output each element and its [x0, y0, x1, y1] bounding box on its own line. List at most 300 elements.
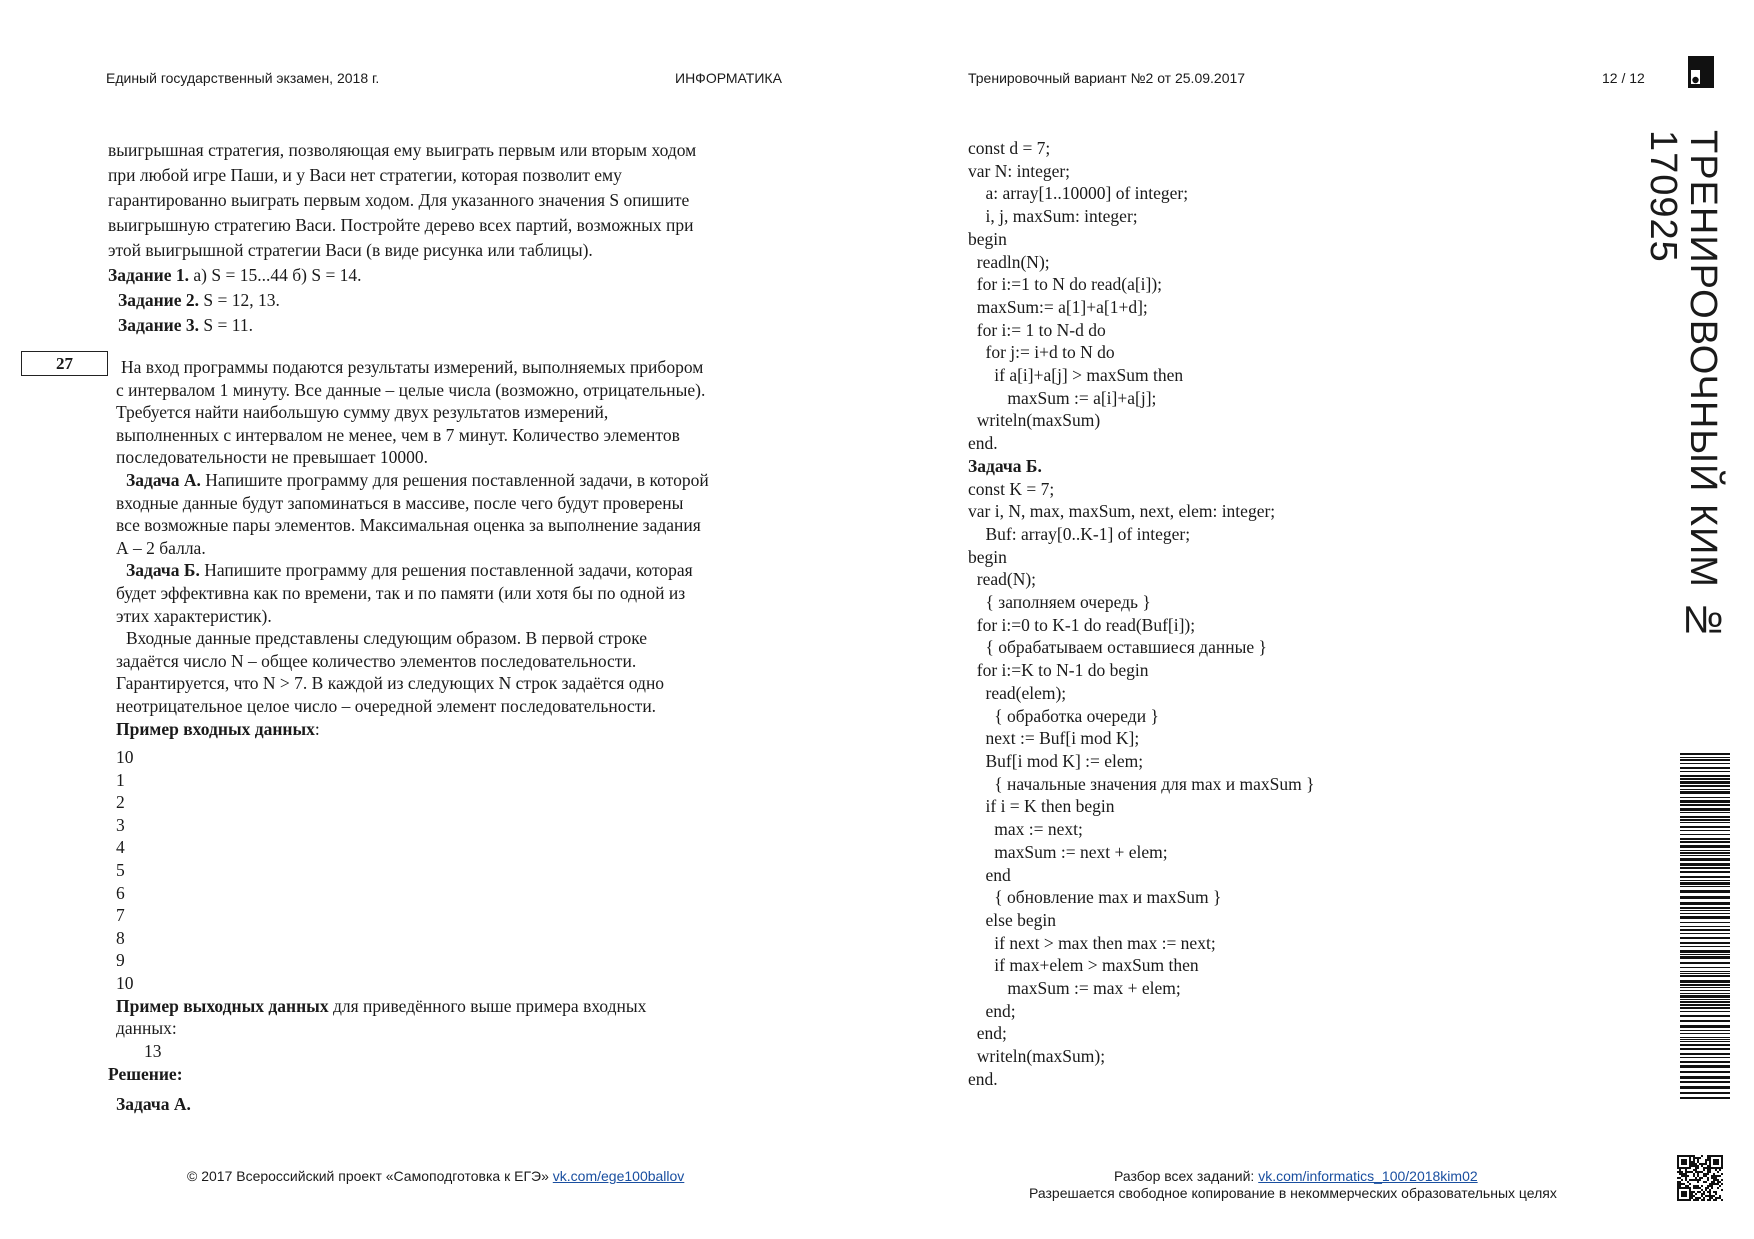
- qr-module: [1693, 1179, 1695, 1181]
- qr-module: [1689, 1187, 1691, 1189]
- qr-module: [1707, 1169, 1709, 1171]
- qr-module: [1699, 1187, 1701, 1189]
- qr-module: [1683, 1195, 1685, 1197]
- qr-module: [1687, 1181, 1689, 1183]
- barcode-bar: [1680, 771, 1730, 772]
- problem-line: последовательности не превышает 10000.: [116, 447, 428, 468]
- qr-module: [1683, 1187, 1685, 1189]
- qr-module: [1695, 1185, 1697, 1187]
- left-column: [108, 138, 798, 1117]
- barcode-bar: [1680, 841, 1730, 843]
- qr-module: [1677, 1171, 1679, 1173]
- qr-module: [1685, 1187, 1687, 1189]
- qr-module: [1689, 1161, 1691, 1163]
- solution-task-a-label: Задача А.: [116, 1094, 191, 1115]
- qr-module: [1721, 1199, 1723, 1201]
- input-line: Гарантируется, что N > 7. В каждой из следующих N строк задаётся одно: [116, 673, 665, 694]
- barcode-bar: [1680, 852, 1730, 854]
- example-input-values: [116, 746, 798, 995]
- barcode-bar: [1680, 858, 1730, 861]
- example-value: 4: [116, 837, 125, 858]
- example-output-text-2: данных:: [116, 1018, 177, 1039]
- code-line: readln(N);: [968, 251, 1050, 272]
- qr-module: [1717, 1181, 1719, 1183]
- qr-module: [1713, 1167, 1715, 1169]
- qr-module: [1709, 1159, 1711, 1161]
- solution-heading: [108, 1062, 798, 1086]
- task-a-first-line: [116, 469, 798, 492]
- qr-module: [1719, 1197, 1721, 1199]
- qr-module: [1719, 1169, 1721, 1171]
- qr-module: [1695, 1171, 1697, 1173]
- qr-module: [1721, 1163, 1723, 1165]
- qr-module: [1701, 1177, 1703, 1179]
- header-subject: ИНФОРМАТИКА: [675, 70, 782, 86]
- qr-module: [1701, 1155, 1703, 1157]
- answer-task-1: [108, 263, 798, 288]
- qr-module: [1685, 1195, 1687, 1197]
- barcode-bar: [1680, 987, 1730, 988]
- code-line: begin: [968, 228, 1007, 249]
- barcode-bar: [1680, 907, 1730, 909]
- qr-module: [1681, 1183, 1683, 1185]
- intro-line: этой выигрышной стратегии Васи (в виде рисунка или таблицы).: [108, 240, 593, 260]
- qr-module: [1707, 1179, 1709, 1181]
- qr-module: [1703, 1191, 1705, 1193]
- qr-module: [1721, 1165, 1723, 1167]
- qr-module: [1719, 1155, 1721, 1157]
- qr-module: [1719, 1175, 1721, 1177]
- qr-module: [1697, 1161, 1699, 1163]
- qr-module: [1709, 1191, 1711, 1193]
- example-input-heading: [116, 718, 798, 741]
- qr-module: [1685, 1179, 1687, 1181]
- barcode-bar: [1680, 789, 1730, 790]
- qr-module: [1709, 1171, 1711, 1173]
- qr-module: [1685, 1191, 1687, 1193]
- qr-module: [1677, 1185, 1679, 1187]
- intro-line: выигрышную стратегию Васи. Постройте дерево всех партий, возможных при: [108, 215, 694, 235]
- qr-module: [1693, 1163, 1695, 1165]
- qr-module: [1681, 1159, 1683, 1161]
- code-line: for j:= i+d to N do: [968, 342, 1115, 363]
- example-output-value: 13: [144, 1040, 162, 1061]
- qr-module: [1687, 1185, 1689, 1187]
- footer-vk-link[interactable]: vk.com/ege100ballov: [552, 1168, 685, 1184]
- problem-line: Требуется найти наибольшую сумму двух результатов измерений,: [116, 402, 609, 423]
- barcode-bar: [1680, 1081, 1730, 1083]
- qr-module: [1703, 1197, 1705, 1199]
- qr-module: [1697, 1175, 1699, 1177]
- code-line: if a[i]+a[j] > maxSum then: [968, 365, 1184, 386]
- qr-module: [1687, 1171, 1689, 1173]
- qr-module: [1697, 1157, 1699, 1159]
- qr-module: [1717, 1163, 1719, 1165]
- qr-module: [1681, 1171, 1683, 1173]
- barcode-bar: [1680, 910, 1730, 911]
- code-line: read(N);: [968, 569, 1037, 590]
- answer-task-3-label: Задание 3.: [118, 315, 200, 335]
- example-value: 8: [116, 927, 125, 948]
- task-a-line: все возможные пары элементов. Максимальная оценка за выполнение задания: [116, 515, 701, 536]
- qr-module: [1695, 1187, 1697, 1189]
- code-line: { обрабатываем оставшиеся данные }: [968, 637, 1267, 658]
- qr-module: [1685, 1199, 1687, 1201]
- footer-left: [187, 1168, 684, 1184]
- example-input-label: Пример входных данных: [116, 718, 315, 739]
- barcode-bar: [1680, 834, 1730, 835]
- qr-module: [1711, 1181, 1713, 1183]
- barcode-bar: [1680, 808, 1730, 811]
- barcode-bar: [1680, 956, 1730, 959]
- task-a-line: входные данные будут запоминаться в массиве, после чего будут проверены: [116, 492, 684, 513]
- code-line: const K = 7;: [968, 478, 1055, 499]
- qr-module: [1711, 1155, 1713, 1157]
- qr-module: [1709, 1199, 1711, 1201]
- answer-task-2-text: S = 12, 13.: [199, 290, 280, 310]
- qr-module: [1721, 1157, 1723, 1159]
- qr-module: [1681, 1155, 1683, 1157]
- barcode-bar: [1680, 1041, 1730, 1042]
- qr-module: [1681, 1193, 1683, 1195]
- qr-module: [1689, 1191, 1691, 1193]
- qr-module: [1677, 1197, 1679, 1199]
- code-line: if i = K then begin: [968, 796, 1115, 817]
- qr-module: [1709, 1169, 1711, 1171]
- qr-module: [1703, 1181, 1705, 1183]
- code-line: writeln(maxSum): [968, 410, 1101, 431]
- qr-module: [1715, 1183, 1717, 1185]
- qr-module: [1705, 1161, 1707, 1163]
- example-value: 9: [116, 950, 125, 971]
- qr-module: [1703, 1199, 1705, 1201]
- qr-module: [1721, 1173, 1723, 1175]
- barcode-bar: [1680, 967, 1730, 968]
- qr-module: [1677, 1193, 1679, 1195]
- qr-module: [1711, 1197, 1713, 1199]
- qr-module: [1691, 1161, 1693, 1163]
- qr-module: [1681, 1175, 1683, 1177]
- qr-module: [1687, 1155, 1689, 1157]
- qr-module: [1693, 1191, 1695, 1193]
- footer-analysis-label: Разбор всех заданий:: [1114, 1168, 1259, 1184]
- qr-module: [1705, 1181, 1707, 1183]
- barcode-bar: [1680, 785, 1730, 787]
- input-line: задаётся число N – общее количество элементов последовательности.: [116, 650, 637, 671]
- qr-module: [1705, 1159, 1707, 1161]
- qr-module: [1693, 1187, 1695, 1189]
- qr-module: [1695, 1157, 1697, 1159]
- code-line: var i, N, max, maxSum, next, elem: integer;: [968, 501, 1276, 522]
- barcode-bar: [1680, 1030, 1730, 1031]
- qr-module: [1707, 1199, 1709, 1201]
- problem-line: выполненных с интервалом не менее, чем в 7 минут. Количество элементов: [116, 424, 680, 445]
- answer-task-1-text: а) S = 15...44 б) S = 14.: [189, 265, 362, 285]
- qr-module: [1711, 1187, 1713, 1189]
- qr-module: [1697, 1197, 1699, 1199]
- qr-module: [1693, 1157, 1695, 1159]
- qr-module: [1685, 1193, 1687, 1195]
- qr-module: [1717, 1161, 1719, 1163]
- task-b-text: Напишите программу для решения поставленной задачи, которая: [199, 560, 693, 581]
- qr-module: [1717, 1175, 1719, 1177]
- qr-module: [1721, 1179, 1723, 1181]
- qr-module: [1681, 1179, 1683, 1181]
- code-line: if max+elem > maxSum then: [968, 955, 1199, 976]
- example-output-text: для приведённого выше примера входных: [328, 995, 647, 1016]
- code-line: end;: [968, 1000, 1016, 1021]
- answer-task-3: [108, 313, 798, 338]
- barcode-bar: [1680, 757, 1730, 758]
- qr-module: [1697, 1179, 1699, 1181]
- qr-module: [1689, 1167, 1691, 1169]
- example-output-label: Пример выходных данных: [116, 995, 329, 1016]
- qr-module: [1713, 1161, 1715, 1163]
- qr-module: [1677, 1165, 1679, 1167]
- task-a-text: Напишите программу для решения поставленной задачи, в которой: [200, 469, 709, 490]
- qr-module: [1713, 1155, 1715, 1157]
- qr-module: [1691, 1171, 1693, 1173]
- qr-module: [1685, 1161, 1687, 1163]
- qr-module: [1705, 1187, 1707, 1189]
- barcode-bar: [1680, 916, 1730, 919]
- qr-module: [1713, 1163, 1715, 1165]
- qr-module: [1683, 1199, 1685, 1201]
- qr-module: [1693, 1185, 1695, 1187]
- qr-module: [1707, 1195, 1709, 1197]
- qr-module: [1721, 1183, 1723, 1185]
- barcode: [1680, 753, 1730, 1100]
- qr-module: [1713, 1181, 1715, 1183]
- qr-module: [1693, 1169, 1695, 1171]
- footer-copyright: © 2017 Всероссийский проект «Самоподготовка к ЕГЭ»: [187, 1168, 553, 1184]
- qr-module: [1693, 1161, 1695, 1163]
- answer-task-2-label: Задание 2.: [118, 290, 200, 310]
- qr-module: [1701, 1195, 1703, 1197]
- code-line: max := next;: [968, 819, 1083, 840]
- qr-module: [1697, 1173, 1699, 1175]
- code-line: const d = 7;: [968, 138, 1051, 158]
- qr-module: [1697, 1165, 1699, 1167]
- qr-module: [1677, 1155, 1679, 1157]
- qr-module: [1697, 1159, 1699, 1161]
- code-line: { обработка очереди }: [968, 705, 1159, 726]
- qr-module: [1683, 1159, 1685, 1161]
- qr-module: [1703, 1193, 1705, 1195]
- qr-module: [1709, 1167, 1711, 1169]
- qr-module: [1697, 1181, 1699, 1183]
- qr-module: [1677, 1195, 1679, 1197]
- code-line: Buf[i mod K] := elem;: [968, 750, 1144, 771]
- example-value: 5: [116, 860, 125, 881]
- qr-module: [1695, 1163, 1697, 1165]
- qr-module: [1721, 1159, 1723, 1161]
- code-listing: [968, 137, 1315, 1091]
- barcode-bar: [1680, 913, 1730, 914]
- solution-label: Решение:: [108, 1064, 183, 1085]
- barcode-bar: [1680, 800, 1730, 803]
- barcode-bar: [1680, 1037, 1730, 1038]
- qr-module: [1707, 1165, 1709, 1167]
- barcode-bar: [1680, 890, 1730, 893]
- code-line: end.: [968, 1068, 998, 1089]
- qr-module: [1689, 1183, 1691, 1185]
- qr-module: [1715, 1193, 1717, 1195]
- qr-module: [1697, 1199, 1699, 1201]
- barcode-bar: [1680, 867, 1730, 869]
- barcode-bar: [1680, 850, 1730, 851]
- qr-module: [1683, 1173, 1685, 1175]
- qr-module: [1685, 1173, 1687, 1175]
- qr-module: [1677, 1181, 1679, 1183]
- qr-module: [1679, 1181, 1681, 1183]
- qr-module: [1713, 1177, 1715, 1179]
- qr-module: [1695, 1167, 1697, 1169]
- qr-module: [1699, 1157, 1701, 1159]
- qr-module: [1695, 1165, 1697, 1167]
- qr-module: [1709, 1163, 1711, 1165]
- qr-module: [1709, 1185, 1711, 1187]
- barcode-bar: [1680, 763, 1730, 764]
- qr-module: [1705, 1195, 1707, 1197]
- barcode-bar: [1680, 946, 1730, 947]
- qr-module: [1711, 1167, 1713, 1169]
- code-task-b: [968, 478, 1315, 1091]
- qr-module: [1713, 1159, 1715, 1161]
- input-line: неотрицательное целое число – очередной элемент последовательности.: [116, 695, 657, 716]
- qr-module: [1707, 1173, 1709, 1175]
- qr-module: [1717, 1167, 1719, 1169]
- qr-module: [1681, 1167, 1683, 1169]
- qr-module: [1703, 1173, 1705, 1175]
- barcode-bar: [1680, 896, 1730, 899]
- code-line: else begin: [968, 909, 1056, 930]
- intro-line: при любой игре Паши, и у Васи нет стратегии, которая позволит ему: [108, 165, 622, 185]
- qr-module: [1715, 1177, 1717, 1179]
- qr-module: [1697, 1191, 1699, 1193]
- barcode-bar: [1680, 781, 1730, 784]
- qr-module: [1683, 1167, 1685, 1169]
- qr-module: [1697, 1187, 1699, 1189]
- barcode-bar: [1680, 759, 1730, 761]
- barcode-bar: [1680, 778, 1730, 780]
- footer-copy-permission: Разрешается свободное копирование в некоммерческих образовательных целях: [1029, 1185, 1557, 1201]
- qr-module: [1711, 1195, 1713, 1197]
- barcode-bar: [1680, 812, 1730, 813]
- qr-module: [1693, 1175, 1695, 1177]
- qr-module: [1711, 1185, 1713, 1187]
- qr-module: [1713, 1199, 1715, 1201]
- logo-icon: [1688, 56, 1714, 88]
- vertical-kim-title: ТРЕНИРОВОЧНЫЙ КИМ № 170925: [1642, 130, 1724, 643]
- qr-module: [1711, 1175, 1713, 1177]
- qr-module: [1677, 1157, 1679, 1159]
- qr-module: [1707, 1155, 1709, 1157]
- qr-module: [1701, 1189, 1703, 1191]
- qr-module: [1707, 1171, 1709, 1173]
- qr-module: [1683, 1161, 1685, 1163]
- qr-module: [1699, 1163, 1701, 1165]
- qr-module: [1681, 1195, 1683, 1197]
- qr-module: [1677, 1161, 1679, 1163]
- qr-module: [1719, 1185, 1721, 1187]
- qr-module: [1691, 1191, 1693, 1193]
- code-line: i, j, maxSum: integer;: [968, 206, 1138, 227]
- task-a-label: Задача А.: [126, 469, 201, 490]
- qr-module: [1707, 1167, 1709, 1169]
- barcode-bar: [1680, 1015, 1730, 1017]
- example-output-heading: [116, 995, 798, 1018]
- barcode-bar: [1680, 797, 1730, 798]
- qr-module: [1705, 1163, 1707, 1165]
- qr-module: [1685, 1163, 1687, 1165]
- qr-module: [1679, 1183, 1681, 1185]
- barcode-bar: [1680, 933, 1730, 934]
- barcode-bar: [1680, 995, 1730, 998]
- qr-module: [1715, 1161, 1717, 1163]
- qr-module: [1715, 1191, 1717, 1193]
- barcode-bar: [1680, 886, 1730, 887]
- barcode-bar: [1680, 855, 1730, 856]
- qr-module: [1715, 1179, 1717, 1181]
- qr-module: [1693, 1199, 1695, 1201]
- barcode-bar: [1680, 767, 1730, 769]
- code-task-a: [968, 137, 1315, 455]
- code-line: { заполняем очередь }: [968, 592, 1151, 613]
- qr-module: [1709, 1155, 1711, 1157]
- code-line: for i:= 1 to N-d do: [968, 319, 1106, 340]
- code-line: var N: integer;: [968, 160, 1071, 181]
- qr-module: [1689, 1197, 1691, 1199]
- qr-module: [1679, 1185, 1681, 1187]
- qr-module: [1701, 1193, 1703, 1195]
- answer-task-1-label: Задание 1.: [108, 265, 190, 285]
- footer-analysis-link[interactable]: vk.com/informatics_100/2018kim02: [1258, 1168, 1478, 1184]
- qr-module: [1713, 1183, 1715, 1185]
- qr-module: [1717, 1171, 1719, 1173]
- barcode-bar: [1680, 1044, 1730, 1046]
- barcode-bar: [1680, 902, 1730, 905]
- example-value: 7: [116, 905, 125, 926]
- qr-module: [1685, 1155, 1687, 1157]
- qr-module: [1709, 1193, 1711, 1195]
- qr-module: [1705, 1167, 1707, 1169]
- qr-module: [1687, 1175, 1689, 1177]
- barcode-bar: [1680, 791, 1730, 794]
- qr-module: [1721, 1155, 1723, 1157]
- qr-module: [1699, 1177, 1701, 1179]
- barcode-bar: [1680, 1007, 1730, 1009]
- qr-module: [1681, 1173, 1683, 1175]
- barcode-bar: [1680, 1076, 1730, 1079]
- header-variant: Тренировочный вариант №2 от 25.09.2017: [968, 70, 1246, 86]
- qr-module: [1689, 1199, 1691, 1201]
- qr-module: [1689, 1159, 1691, 1161]
- task-a-line: А – 2 балла.: [116, 537, 206, 558]
- qr-module: [1685, 1167, 1687, 1169]
- example-value: 1: [116, 769, 125, 790]
- qr-module: [1701, 1165, 1703, 1167]
- qr-module: [1699, 1179, 1701, 1181]
- qr-module: [1695, 1197, 1697, 1199]
- qr-module: [1679, 1177, 1681, 1179]
- barcode-bar: [1680, 1020, 1730, 1022]
- qr-module: [1679, 1187, 1681, 1189]
- qr-module: [1695, 1193, 1697, 1195]
- barcode-bar: [1680, 753, 1730, 755]
- qr-module: [1685, 1175, 1687, 1177]
- qr-module: [1677, 1177, 1679, 1179]
